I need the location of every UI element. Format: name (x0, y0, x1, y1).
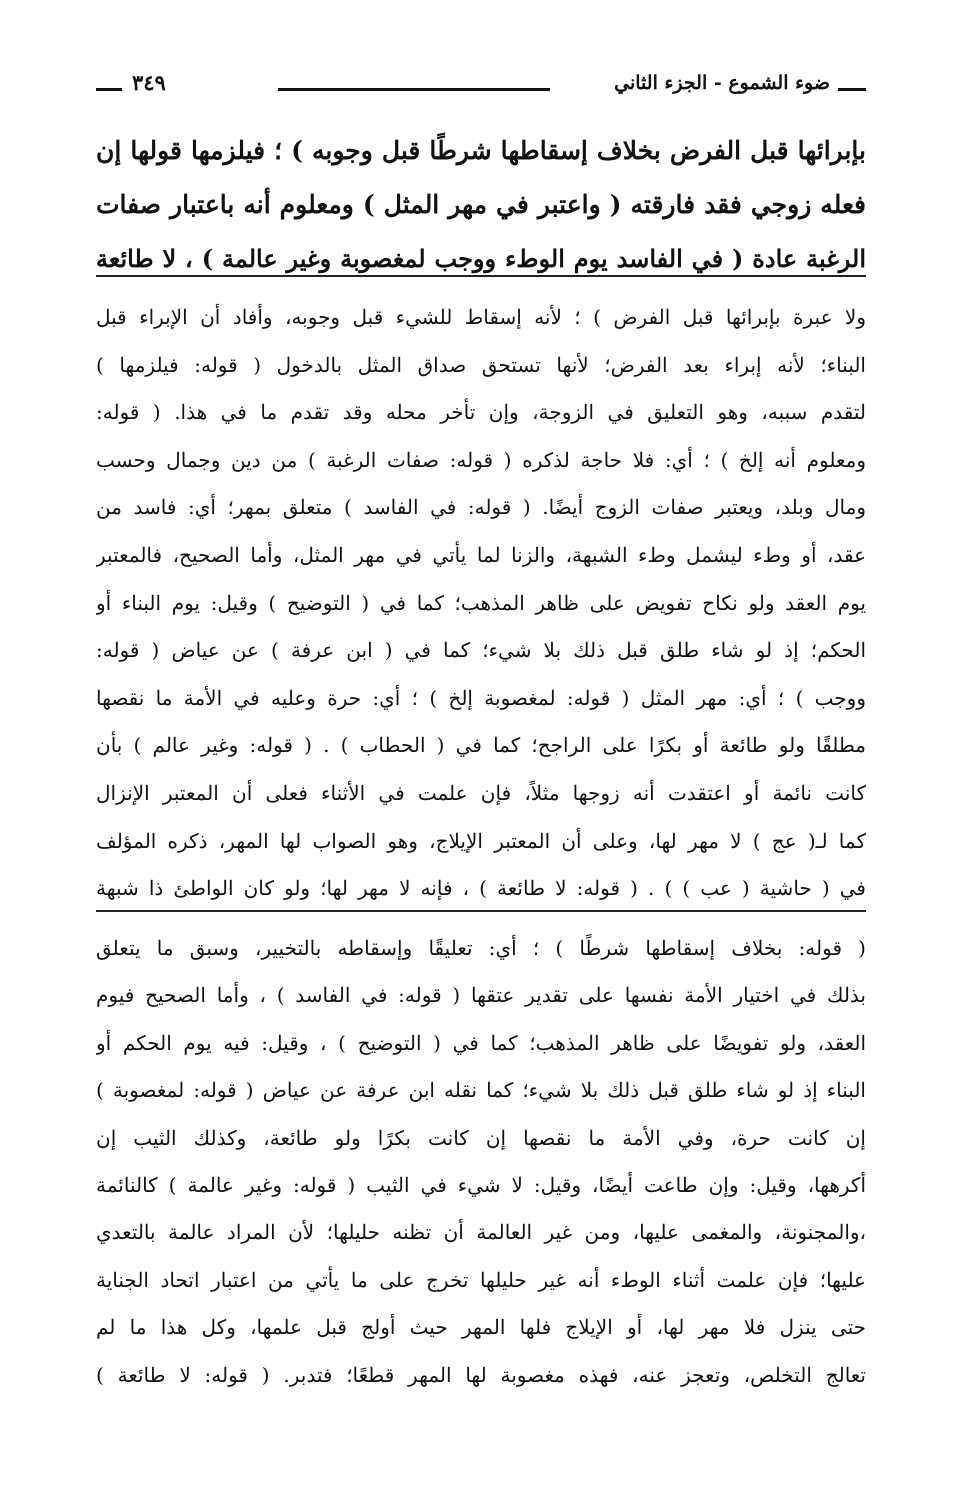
commentary-line: أكرهها، وقيل: وإن طاعت أيضًا، وقيل: لا شيء في الثيب ( قوله: وغير عالمة ) كالنائمة (96, 1172, 866, 1197)
commentary-line: إن كانت حرة، وفي الأمة ما نقصها إن كانت بكرًا ولو طائعة، وكذلك الثيب إن (96, 1125, 866, 1150)
commentary-line: البناء؛ لأنه إبراء بعد الفرض؛ لأنها تستحق صداق المثل بالدخول ( قوله: فيلزمها ) (96, 352, 866, 377)
header-rule-left (96, 88, 122, 91)
main-text-line: فعله زوجي فقد فارقته ( واعتبر في مهر المثل ) ومعلوم أنه باعتبار صفات (96, 190, 866, 219)
commentary-line: الحكم؛ إذ لو شاء طلق قبل ذلك بلا شيء؛ كما في ( ابن عرفة ) عن عياض ( قوله: (96, 638, 866, 663)
main-text-line: الرغبة عادة ( في الفاسد يوم الوطء ووجب لمغصوبة وغير عالمة ) ، لا طائعة (96, 244, 866, 273)
commentary-line: بذلك في اختيار الأمة نفسها على تقدير عتقها ( قوله: في الفاسد ) ، وأما الصحيح فيوم (96, 983, 866, 1008)
commentary-line: ومال وبلد، ويعتبر صفات الزوج أيضًا. ( قوله: في الفاسد ) متعلق بمهر؛ أي: فاسد من (96, 495, 866, 520)
commentary-line: عقد، أو وطء ليشمل وطء الشبهة، والزنا لما يأتي في مهر المثل، وأما الصحيح، فالمعتبر (96, 542, 866, 567)
commentary-line: ومعلوم أنه إلخ ) ؛ أي: فلا حاجة لذكره ( قوله: صفات الرغبة ) من دين وجمال وحسب (96, 447, 866, 472)
section-divider (96, 275, 866, 277)
commentary-line: ( قوله: بخلاف إسقاطها شرطًا ) ؛ أي: تعليقًا وإسقاطه بالتخيير، وسبق ما يتعلق (96, 936, 866, 960)
main-text-line: بإبرائها قبل الفرض بخلاف إسقاطها شرطًا قبل وجوبه ) ؛ فيلزمها قولها إن (96, 136, 866, 165)
commentary-line: ،والمجنونة، والمغمى عليها، ومن غير العالمة أن تظنه حليلها؛ لأن المراد عالمة بالتعدي (96, 1220, 866, 1245)
commentary-line: كانت نائمة أو اعتقدت أنه زوجها مثلاً، فإن علمت في الأثناء فعلى أن المعتبر الإنزال (96, 780, 866, 805)
header-rule-middle (278, 88, 550, 91)
commentary-line: البناء إذ لو شاء طلق قبل ذلك بلا شيء؛ كما نقله ابن عرفة عن عياض ( قوله: لمغصوبة ) (96, 1078, 866, 1103)
commentary-line: مطلقًا ولو طائعة أو بكرًا على الراجح؛ كما في ( الحطاب ) . ( قوله: وغير عالم ) بأن (96, 733, 866, 758)
commentary-line: في ( حاشية ( عب ) ) . ( قوله: لا طائعة ) ، فإنه لا مهر لها؛ ولو كان الواطئ ذا شبهة (96, 876, 866, 901)
running-title: ضوء الشموع - الجزء الثاني (614, 72, 830, 94)
commentary-line: يوم العقد ولو نكاح تفويض على ظاهر المذهب؛ كما في ( التوضيح ) وقيل: يوم البناء أو (96, 590, 866, 615)
commentary-line: كما لـ( عج ) لا مهر لها، وعلى أن المعتبر الإيلاج، وهو الصواب لها المهر، ذكره المؤلف (96, 828, 866, 853)
commentary-line: لتقدم سببه، وهو التعليق في الزوجة، وإن تأخر محله وقد تقدم ما في هذا. ( قوله: (96, 400, 866, 425)
page-header (96, 68, 866, 108)
commentary-line: ووجب ) ؛ أي: مهر المثل ( قوله: لمغصوبة إلخ ) ؛ أي: حرة وعليه في الأمة ما نقصها (96, 685, 866, 710)
commentary-line: ولا عبرة بإبرائها قبل الفرض ) ؛ لأنه إسقاط للشيء قبل وجوبه، وأفاد أن الإبراء قبل (96, 305, 866, 329)
header-rule-right (838, 88, 866, 91)
commentary-line: عليها؛ فإن علمت أثناء الوطء أنه غير حليلها تخرج على ما يأتي من اعتبار اتحاد الجناية (96, 1267, 866, 1292)
page-number: ٣٤٩ (132, 70, 166, 95)
section-divider (96, 910, 866, 912)
commentary-line: تعالج التخلص، وتعجز عنه، فهذه مغصوبة لها المهر قطعًا؛ فتدبر. ( قوله: لا طائعة ) (96, 1362, 866, 1387)
main-text (96, 124, 866, 286)
commentary-upper (96, 294, 866, 913)
commentary-lower (96, 925, 866, 1399)
commentary-line: حتى ينزل فلا مهر لها، أو الإيلاج فلها المهر حيث أولج قبل علمها، وكل هذا ما لم (96, 1315, 866, 1340)
commentary-line: العقد، ولو تفويضًا على ظاهر المذهب؛ كما في ( التوضيح ) ، وقيل: فيه يوم الحكم أو (96, 1030, 866, 1055)
